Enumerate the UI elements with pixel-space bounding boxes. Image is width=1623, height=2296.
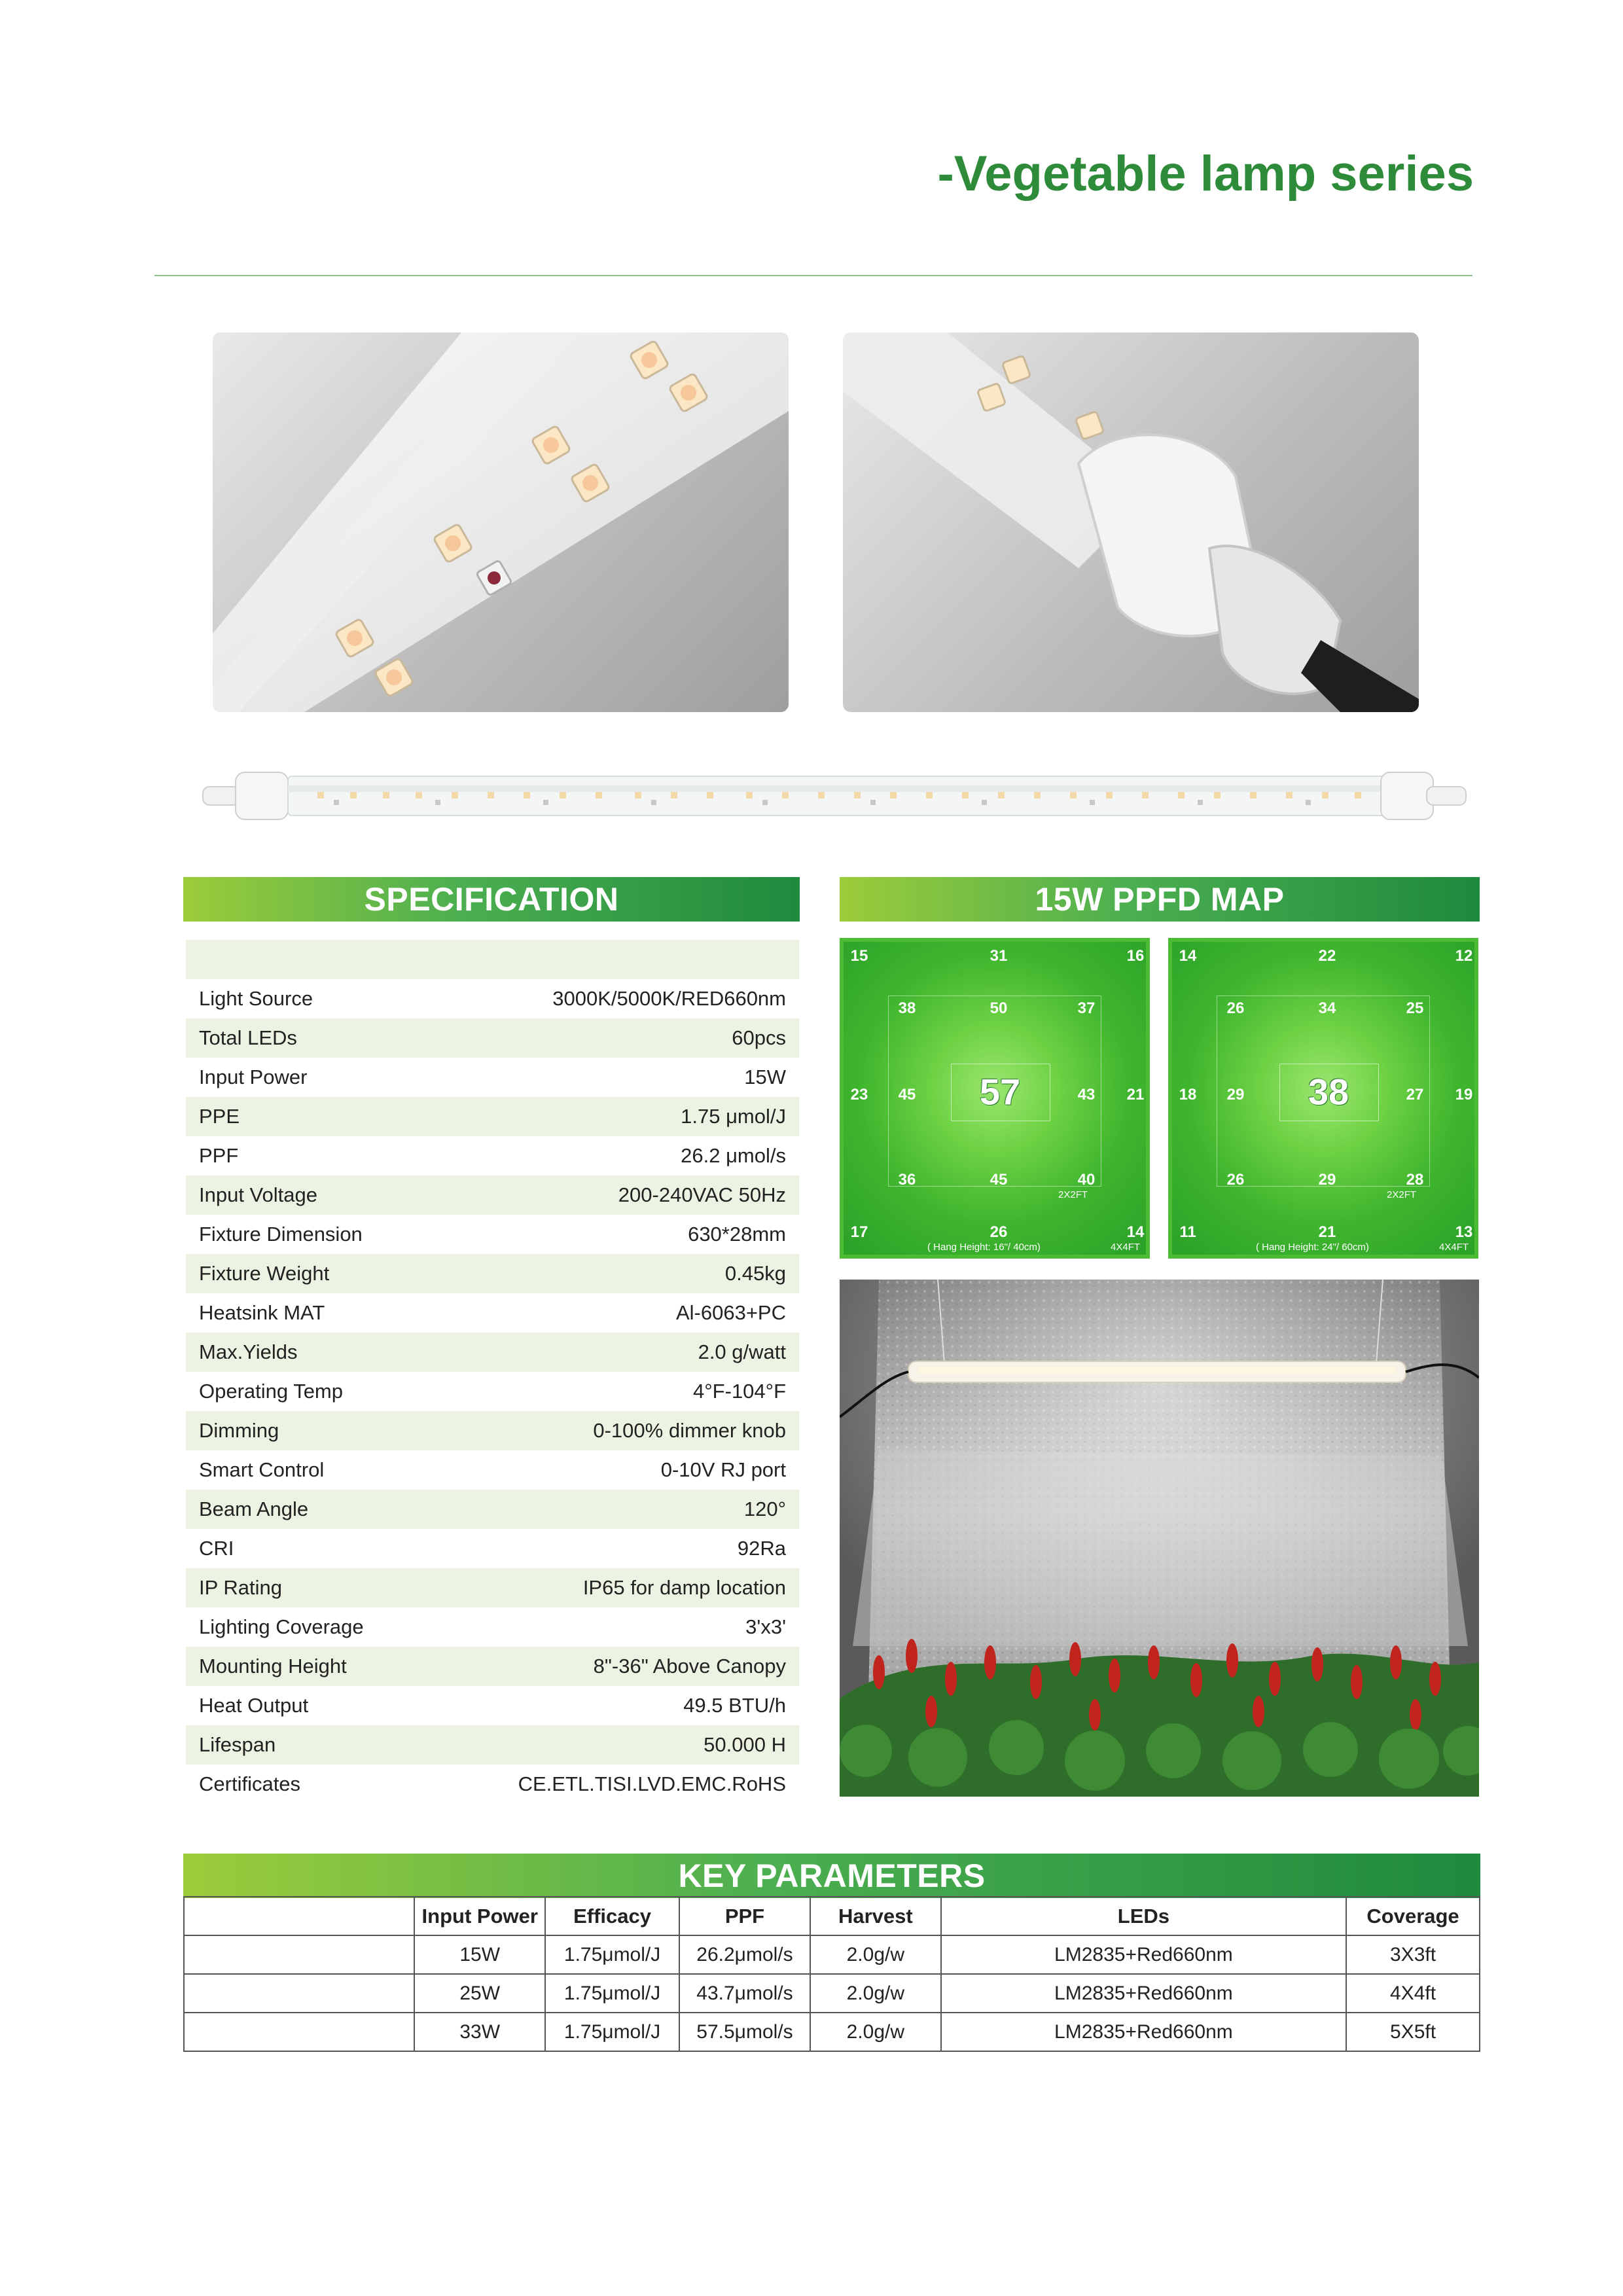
table-cell: 57.5μmol/s	[679, 2013, 810, 2051]
spec-row	[186, 1450, 799, 1490]
table-cell	[184, 1935, 414, 1974]
spec-row	[186, 1293, 799, 1333]
ppfd-value: 36	[898, 1171, 916, 1189]
spec-row	[186, 1333, 799, 1372]
header-cell: Input Power	[414, 1897, 545, 1935]
spec-value: 3000K/5000K/RED660nm	[552, 987, 786, 1010]
key-parameters-table	[183, 1896, 1480, 2052]
table-cell: 15W	[414, 1935, 545, 1974]
ppfd-hang-height: ( Hang Height: 24"/ 60cm)	[1256, 1242, 1369, 1253]
header-cell: Efficacy	[545, 1897, 679, 1935]
spec-value: IP65 for damp location	[582, 1576, 786, 1599]
ppfd-value: 25	[1406, 999, 1424, 1017]
spec-row	[186, 1254, 799, 1293]
spec-label: Smart Control	[199, 1458, 325, 1481]
grow-tent-photo	[840, 1280, 1479, 1797]
key-parameters-header-row	[184, 1897, 1480, 1935]
spec-value: 4°F-104°F	[693, 1380, 786, 1403]
table-cell: 3X3ft	[1346, 1935, 1480, 1974]
table-cell	[184, 1974, 414, 2013]
ppfd-value: 26	[1226, 1171, 1245, 1189]
ppfd-hang-height: ( Hang Height: 16"/ 40cm)	[927, 1242, 1041, 1253]
ppfd-value: 31	[990, 947, 1008, 965]
spec-label: Certificates	[199, 1772, 301, 1795]
spec-label: Beam Angle	[199, 1498, 309, 1520]
spec-label: Lifespan	[199, 1733, 276, 1756]
ppfd-value: 11	[1179, 1223, 1196, 1241]
spec-label: Lighting Coverage	[199, 1615, 364, 1638]
ppfd-map-24in	[1168, 938, 1478, 1259]
spec-row	[186, 1765, 799, 1804]
ppfd-value: 45	[898, 1086, 916, 1103]
spec-value: 3'x3'	[745, 1615, 786, 1638]
ppfd-center-value: 57	[979, 1071, 1021, 1113]
ppfd-value: 19	[1455, 1086, 1473, 1103]
header-cell: LEDs	[941, 1897, 1346, 1935]
header-cell: PPF	[679, 1897, 810, 1935]
header-cell: Coverage	[1346, 1897, 1480, 1935]
spec-value: 15W	[744, 1066, 786, 1088]
ppfd-value: 23	[850, 1086, 868, 1103]
spec-value: 200-240VAC 50Hz	[618, 1183, 786, 1206]
spec-value: 0.45kg	[724, 1262, 786, 1285]
spec-label: Total LEDs	[199, 1026, 297, 1049]
table-cell: 25W	[414, 1974, 545, 2013]
ppfd-value: 28	[1406, 1171, 1424, 1189]
table-cell: 5X5ft	[1346, 2013, 1480, 2051]
spec-label: Max.Yields	[199, 1340, 298, 1363]
spec-value: 1.75 μmol/J	[681, 1105, 786, 1128]
spec-row	[186, 979, 799, 1018]
ppfd-inner-size-label: 2X2FT	[1387, 1189, 1417, 1200]
spec-row	[186, 1018, 799, 1058]
spec-label: CRI	[199, 1537, 234, 1560]
ppfd-value: 29	[1318, 1171, 1336, 1189]
spec-row	[186, 1725, 799, 1765]
spec-label: Heat Output	[199, 1694, 309, 1717]
spec-label: Input Power	[199, 1066, 308, 1088]
ppfd-value: 14	[1179, 947, 1197, 965]
ppfd-outer-size-label: 4X4FT	[1111, 1242, 1141, 1253]
spec-label: Fixture Dimension	[199, 1223, 363, 1246]
spec-value: 26.2 μmol/s	[681, 1144, 786, 1167]
spec-label: Heatsink MAT	[199, 1301, 325, 1324]
ppfd-outer-size-label: 4X4FT	[1439, 1242, 1469, 1253]
spec-value: 0-10V RJ port	[660, 1458, 786, 1481]
table-row	[184, 2013, 1480, 2051]
spec-label: Input Voltage	[199, 1183, 317, 1206]
title-divider	[154, 275, 1472, 276]
spec-row	[186, 1686, 799, 1725]
ppfd-value: 50	[990, 999, 1008, 1017]
ppfd-value: 21	[1126, 1086, 1145, 1103]
spec-row	[186, 1097, 799, 1136]
spec-row	[186, 1215, 799, 1254]
table-row	[184, 1935, 1480, 1974]
ppfd-value: 43	[1077, 1086, 1096, 1103]
ppfd-center-value: 38	[1308, 1071, 1349, 1113]
spec-value: 630*28mm	[688, 1223, 786, 1246]
table-cell: 1.75μmol/J	[545, 1974, 679, 2013]
spec-row	[186, 1568, 799, 1607]
table-cell: 2.0g/w	[810, 1935, 941, 1974]
ppfd-value: 27	[1406, 1086, 1424, 1103]
spec-label: Fixture Weight	[199, 1262, 330, 1285]
ppfd-value: 38	[898, 999, 916, 1017]
ppfd-value: 16	[1126, 947, 1145, 965]
spec-value: CE.ETL.TISI.LVD.EMC.RoHS	[518, 1772, 786, 1795]
table-cell: 1.75μmol/J	[545, 1935, 679, 1974]
table-cell: LM2835+Red660nm	[941, 1974, 1346, 2013]
key-parameters-banner: KEY PARAMETERS	[183, 1854, 1480, 1898]
spec-label: Operating Temp	[199, 1380, 343, 1403]
spec-row	[186, 1175, 799, 1215]
specification-table	[186, 940, 799, 1804]
spec-value: 92Ra	[737, 1537, 786, 1560]
ppfd-value: 14	[1126, 1223, 1145, 1241]
header-cell: Harvest	[810, 1897, 941, 1935]
spec-row	[186, 1411, 799, 1450]
ppfd-value: 21	[1318, 1223, 1336, 1241]
spec-row	[186, 1647, 799, 1686]
spec-value: Al-6063+PC	[675, 1301, 786, 1324]
spec-row	[186, 1529, 799, 1568]
product-photo-led-closeup	[213, 332, 789, 712]
spec-label: Mounting Height	[199, 1655, 347, 1677]
table-cell: LM2835+Red660nm	[941, 2013, 1346, 2051]
ppfd-value: 12	[1455, 947, 1473, 965]
spec-row	[186, 1607, 799, 1647]
spec-value: 8"-36" Above Canopy	[593, 1655, 786, 1677]
spec-label: IP Rating	[199, 1576, 282, 1599]
spec-value: 0-100% dimmer knob	[593, 1419, 786, 1442]
ppfd-value: 17	[850, 1223, 868, 1241]
table-cell: 43.7μmol/s	[679, 1974, 810, 2013]
spec-value: 120°	[743, 1498, 786, 1520]
spec-label: Light Source	[199, 987, 313, 1010]
ppfd-inner-size-label: 2X2FT	[1058, 1189, 1088, 1200]
ppfd-value: 34	[1318, 999, 1336, 1017]
specification-banner: SPECIFICATION	[183, 877, 800, 922]
table-cell: 4X4ft	[1346, 1974, 1480, 2013]
spec-value: 60pcs	[732, 1026, 786, 1049]
ppfd-map-banner: 15W PPFD MAP	[840, 877, 1480, 922]
header-cell	[184, 1897, 414, 1935]
spec-value: 49.5 BTU/h	[683, 1694, 786, 1717]
table-cell: LM2835+Red660nm	[941, 1935, 1346, 1974]
ppfd-value: 40	[1077, 1171, 1096, 1189]
ppfd-value: 29	[1226, 1086, 1245, 1103]
table-row	[184, 1974, 1480, 2013]
ppfd-map-16in	[840, 938, 1150, 1259]
table-cell: 33W	[414, 2013, 545, 2051]
table-cell: 26.2μmol/s	[679, 1935, 810, 1974]
table-cell: 1.75μmol/J	[545, 2013, 679, 2051]
spec-row-blank	[186, 940, 799, 979]
ppfd-value: 15	[850, 947, 868, 965]
product-tube-full-view	[177, 759, 1492, 831]
page-title: -Vegetable lamp series	[937, 146, 1474, 202]
table-cell	[184, 2013, 414, 2051]
ppfd-value: 18	[1179, 1086, 1197, 1103]
spec-label: Dimming	[199, 1419, 279, 1442]
spec-value: 2.0 g/watt	[698, 1340, 786, 1363]
table-cell: 2.0g/w	[810, 2013, 941, 2051]
ppfd-value: 37	[1077, 999, 1096, 1017]
spec-value: 50.000 H	[704, 1733, 786, 1756]
ppfd-value: 13	[1455, 1223, 1473, 1241]
spec-row	[186, 1372, 799, 1411]
table-cell: 2.0g/w	[810, 1974, 941, 2013]
spec-label: PPF	[199, 1144, 239, 1167]
ppfd-value: 45	[990, 1171, 1008, 1189]
ppfd-value: 22	[1318, 947, 1336, 965]
ppfd-value: 26	[990, 1223, 1008, 1241]
spec-row	[186, 1136, 799, 1175]
spec-row	[186, 1058, 799, 1097]
ppfd-value: 26	[1226, 999, 1245, 1017]
spec-label: PPE	[199, 1105, 240, 1128]
product-photo-end-cap	[843, 332, 1419, 712]
spec-row	[186, 1490, 799, 1529]
